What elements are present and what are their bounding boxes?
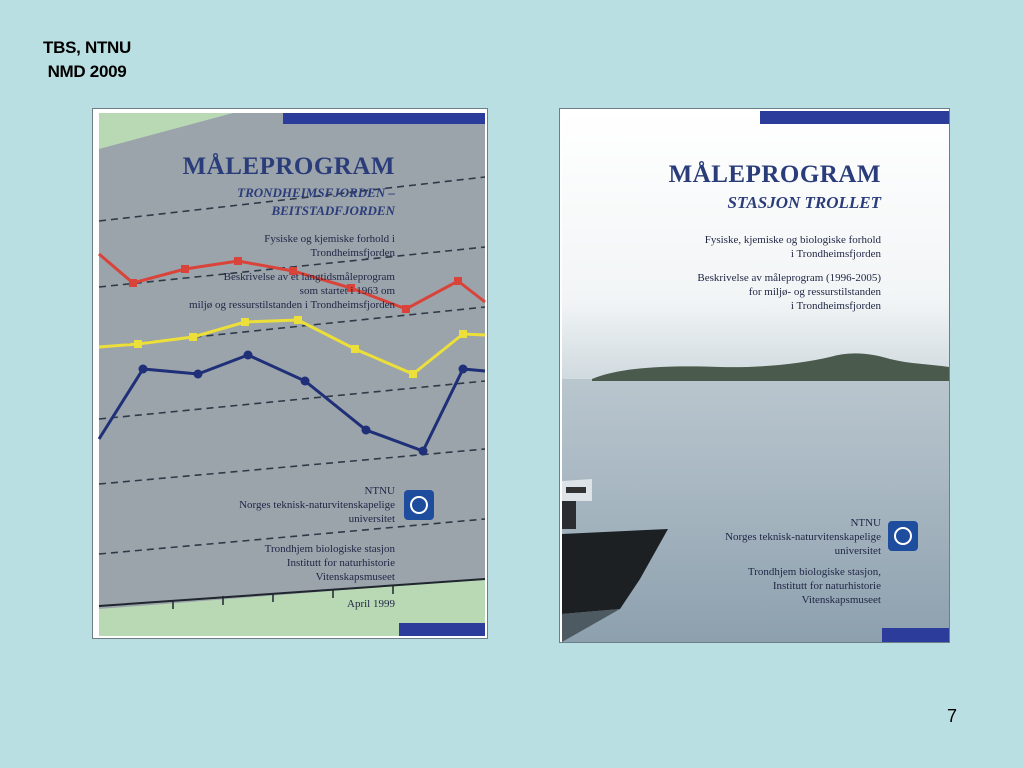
header-line-1: TBS, NTNU xyxy=(43,38,131,57)
top-blue-bar xyxy=(283,113,485,124)
cover-left-inst-3: universitet xyxy=(348,513,395,525)
cover-left-desc-1: Fysiske og kjemiske forhold i xyxy=(264,233,395,245)
cover-right-artwork xyxy=(560,109,950,643)
cover-left-subtitle-1: TRONDHEIMSFJORDEN – xyxy=(237,185,395,200)
page-number: 7 xyxy=(947,706,958,726)
cover-left-desc-4: som startet i 1963 om xyxy=(299,285,395,297)
cover-trondheimsfjorden xyxy=(92,108,488,639)
bottom-blue-bar-right xyxy=(882,628,949,642)
cover-right-subtitle: STASJON TROLLET xyxy=(727,193,881,212)
cover-left-inst-4: Trondhjem biologiske stasjon xyxy=(264,543,395,555)
cover-left-inst-1: NTNU xyxy=(364,485,395,497)
top-blue-bar-right xyxy=(760,111,949,124)
cover-right-inst-2: Norges teknisk-naturvitenskapelige xyxy=(725,531,881,543)
slide-header xyxy=(22,36,152,84)
ntnu-logo-icon xyxy=(404,490,434,520)
cover-left-inst-5: Institutt for naturhistorie xyxy=(286,557,395,569)
cover-left-title: MÅLEPROGRAM xyxy=(182,153,395,180)
cover-stasjon-trollet xyxy=(559,108,950,643)
cover-left-date: April 1999 xyxy=(347,598,395,610)
bottom-blue-bar xyxy=(399,623,485,636)
header-line-2: NMD 2009 xyxy=(47,62,127,81)
cover-left-inst-6: Vitenskapsmuseet xyxy=(315,571,395,583)
cover-right-inst-6: Vitenskapsmuseet xyxy=(801,594,881,606)
cover-left-desc-2: Trondheimsfjorden xyxy=(310,247,395,259)
cover-right-desc-2: i Trondheimsfjorden xyxy=(790,248,881,260)
cover-left-desc-3: Beskrivelse av et langtidsmåleprogram xyxy=(223,271,395,283)
cover-right-inst-4: Trondhjem biologiske stasjon, xyxy=(747,566,881,578)
cover-right-desc-1: Fysiske, kjemiske og biologiske forhold xyxy=(704,234,881,246)
cover-right-desc-4: for miljø- og ressurstilstanden xyxy=(748,286,881,298)
cover-left-desc-5: miljø og ressurstilstanden i Trondheimsfjorden xyxy=(189,299,395,311)
cover-right-title: MÅLEPROGRAM xyxy=(668,161,881,188)
cover-left-inst-2: Norges teknisk-naturvitenskapelige xyxy=(239,499,395,511)
ntnu-logo-icon-right xyxy=(888,521,918,551)
cover-right-inst-1: NTNU xyxy=(850,517,881,529)
cover-right-desc-3: Beskrivelse av måleprogram (1996-2005) xyxy=(697,272,881,284)
cover-right-inst-3: universitet xyxy=(834,545,881,557)
cover-right-desc-5: i Trondheimsfjorden xyxy=(790,300,881,312)
cover-right-inst-5: Institutt for naturhistorie xyxy=(772,580,881,592)
cover-left-subtitle-2: BEITSTADFJORDEN xyxy=(271,203,395,218)
